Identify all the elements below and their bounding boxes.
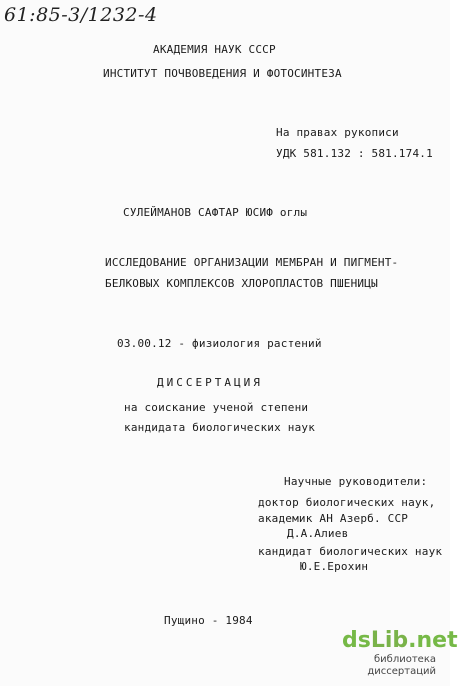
place-year: Пущино - 1984 bbox=[164, 614, 253, 627]
supervisor-1-title: академик АН Азерб. ССР bbox=[258, 512, 409, 525]
degree-line-1: на соискание ученой степени bbox=[124, 401, 309, 414]
handwritten-code: 61:85-3/1232-4 bbox=[4, 4, 158, 26]
dslib-logo: dsLib.net bbox=[342, 628, 458, 653]
supervisors-heading: Научные руководители: bbox=[284, 475, 428, 488]
supervisor-2-degree: кандидат биологических наук bbox=[258, 545, 443, 558]
author-name: СУЛЕЙМАНОВ САФТАР ЮСИФ оглы bbox=[123, 206, 308, 219]
dslib-caption: библиотека диссертаций bbox=[367, 654, 436, 677]
academy-name: АКАДЕМИЯ НАУК СССР bbox=[153, 43, 276, 56]
dissertation-heading: ДИССЕРТАЦИЯ bbox=[157, 376, 263, 389]
supervisor-1-degree: доктор биологических наук, bbox=[258, 496, 436, 509]
institute-name: ИНСТИТУТ ПОЧВОВЕДЕНИЯ И ФОТОСИНТЕЗА bbox=[103, 67, 342, 80]
specialty-code: 03.00.12 - физиология растений bbox=[117, 337, 322, 350]
supervisor-2-name: Ю.Е.Ерохин bbox=[300, 560, 369, 573]
degree-line-2: кандидата биологических наук bbox=[124, 421, 316, 434]
dslib-watermark bbox=[342, 628, 458, 677]
rights-line: На правах рукописи bbox=[276, 126, 399, 139]
title-line-2: БЕЛКОВЫХ КОМПЛЕКСОВ ХЛОРОПЛАСТОВ ПШЕНИЦЫ bbox=[105, 277, 378, 290]
supervisor-1-name: Д.А.Алиев bbox=[287, 527, 349, 540]
udk-code: УДК 581.132 : 581.174.1 bbox=[276, 147, 433, 160]
title-line-1: ИССЛЕДОВАНИЕ ОРГАНИЗАЦИИ МЕМБРАН И ПИГМЕНТ- bbox=[105, 256, 399, 269]
